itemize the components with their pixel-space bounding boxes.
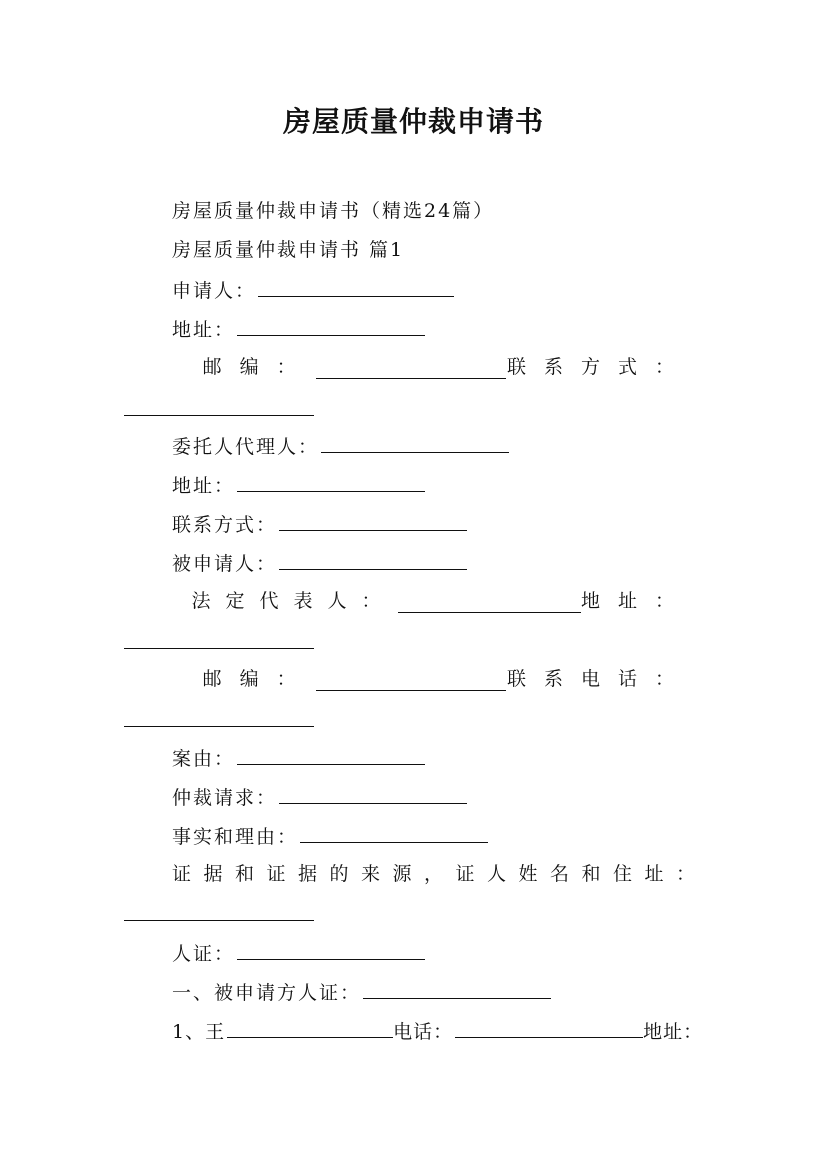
witness-blank: [237, 937, 425, 960]
facts-line: [172, 820, 488, 850]
respondent-line: [172, 547, 467, 577]
evidence-line: [172, 859, 708, 889]
contact-method2-line: [172, 508, 467, 538]
agent-blank: [321, 430, 509, 453]
witness-item-1-phone-blank: [455, 1015, 643, 1038]
applicant-label: 申请人：: [172, 280, 257, 302]
claim-label: 仲裁请求：: [172, 787, 278, 809]
witness-line: [172, 937, 425, 967]
address3-label: 地址：: [580, 590, 692, 612]
phone-blank: [124, 704, 314, 727]
witness-item-1-name-label: 1、王: [172, 1021, 226, 1043]
contact-method-blank: [124, 393, 314, 416]
facts-blank: [300, 820, 488, 843]
witness-item-1-name-blank: [227, 1015, 393, 1038]
claim-blank: [279, 781, 467, 804]
address3-blank: [124, 626, 314, 649]
witness-item-1: [172, 1015, 703, 1045]
witness-sub-label: 一、被申请方人证：: [172, 982, 362, 1004]
case-line: [172, 742, 425, 772]
evidence-label: 证据和证据的来源，证人姓名和住址：: [172, 863, 708, 885]
respondent-label: 被申请人：: [172, 553, 278, 575]
witness-item-1-address-label: 地址：: [643, 1021, 704, 1043]
evidence-blank: [124, 898, 314, 921]
legal-rep-blank: [398, 590, 581, 613]
witness-item-1-phone-label: 电话：: [393, 1021, 454, 1043]
address2-blank: [237, 469, 425, 492]
witness-label: 人证：: [172, 943, 236, 965]
applicant-blank: [258, 274, 454, 297]
postcode2-label: 邮编：: [202, 668, 314, 690]
postcode-phone-line: [172, 664, 692, 694]
address2-label: 地址：: [172, 475, 236, 497]
postcode-label: 邮编：: [202, 356, 314, 378]
postcode-contact-line: [172, 352, 692, 382]
postcode2-blank: [316, 668, 506, 691]
agent-label: 委托人代理人：: [172, 436, 320, 458]
contact-method2-blank: [279, 508, 467, 531]
legal-rep-address-line: [172, 586, 692, 616]
postcode-blank: [316, 356, 506, 379]
contact-method-label: 联系方式：: [506, 356, 692, 378]
address-label: 地址：: [172, 319, 236, 341]
witness-sub-line: [172, 976, 551, 1006]
claim-line: [172, 781, 467, 811]
agent-line: [172, 430, 509, 460]
applicant-line: [172, 274, 454, 304]
case-blank: [237, 742, 425, 765]
document-heading: 房屋质量仲裁申请书（精选24篇）: [172, 200, 495, 222]
section-heading: 房屋质量仲裁申请书 篇1: [172, 239, 405, 261]
witness-sub-blank: [363, 976, 551, 999]
case-label: 案由：: [172, 748, 236, 770]
document-title: 房屋质量仲裁申请书: [282, 105, 544, 138]
address-blank: [237, 313, 425, 336]
phone-label: 联系电话：: [506, 668, 692, 690]
address2-line: [172, 469, 425, 499]
respondent-blank: [279, 547, 467, 570]
legal-rep-label: 法定代表人：: [191, 590, 396, 612]
address-line: [172, 313, 425, 343]
facts-label: 事实和理由：: [172, 826, 299, 848]
contact-method2-label: 联系方式：: [172, 514, 278, 536]
